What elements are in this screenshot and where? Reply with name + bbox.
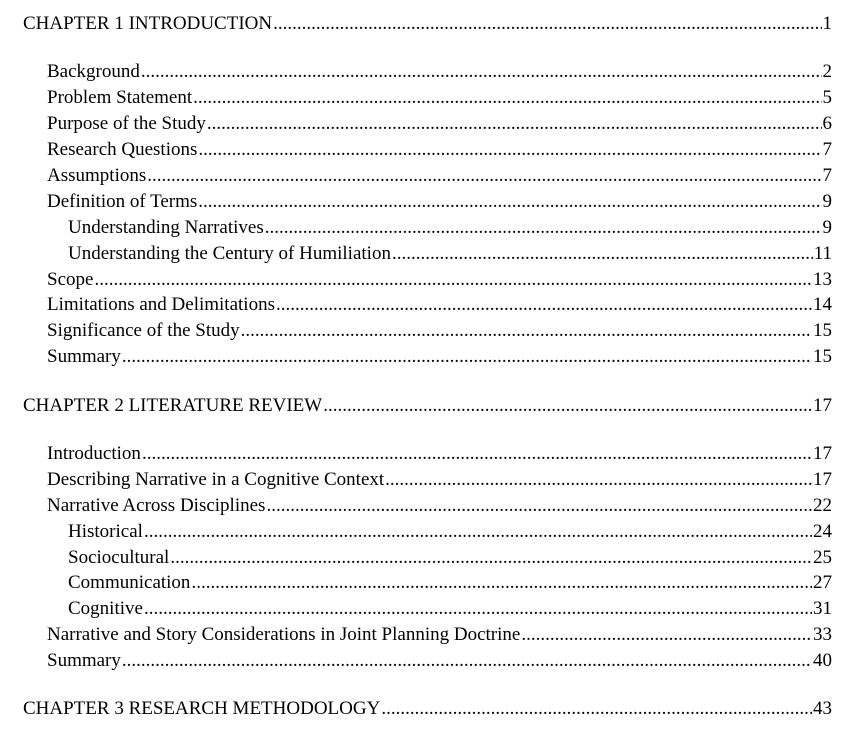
toc-page-number: 27: [813, 572, 832, 593]
toc-entry-title: Background: [47, 61, 140, 82]
dot-leader: [276, 292, 812, 318]
toc-page-number: 24: [813, 521, 832, 542]
toc-item-background[interactable]: [47, 59, 832, 85]
toc-item-introduction[interactable]: [47, 441, 832, 467]
toc-entry-title: Narrative Across Disciplines: [47, 495, 266, 516]
toc-page-number: 13: [813, 269, 832, 290]
toc-item-research-questions[interactable]: [47, 137, 832, 163]
toc-entry-title: CHAPTER 3 RESEARCH METHODOLOGY: [23, 698, 381, 719]
toc-page-number: 7: [822, 165, 832, 186]
toc-subitem-communication[interactable]: [68, 570, 832, 596]
toc-entry-title: Limitations and Delimitations: [47, 294, 275, 315]
toc-subitem-understanding-narratives[interactable]: [68, 215, 832, 241]
toc-item-purpose[interactable]: [47, 111, 832, 137]
dot-leader: [144, 596, 812, 622]
dot-leader: [266, 493, 812, 519]
toc-item-definition-of-terms[interactable]: [47, 189, 832, 215]
toc-page-number: 15: [813, 320, 832, 341]
toc-page-number: 17: [813, 443, 832, 464]
toc-item-scope[interactable]: [47, 267, 832, 293]
toc-item-assumptions[interactable]: [47, 163, 832, 189]
dot-leader: [94, 267, 812, 293]
toc-item-significance[interactable]: [47, 318, 832, 344]
toc-subitem-sociocultural[interactable]: [68, 545, 832, 571]
toc-entry-title: Research Questions: [47, 139, 198, 160]
toc-chapter-1[interactable]: [23, 11, 832, 37]
toc-entry-title: Describing Narrative in a Cognitive Context: [47, 469, 385, 490]
dot-leader: [198, 137, 821, 163]
dot-leader: [323, 393, 812, 419]
toc-entry-title: Summary: [47, 650, 121, 671]
toc-item-limitations[interactable]: [47, 292, 832, 318]
dot-leader: [273, 11, 821, 37]
toc-page-number: 15: [813, 346, 832, 367]
toc-entry-title: CHAPTER 1 INTRODUCTION: [23, 13, 273, 34]
dot-leader: [141, 59, 822, 85]
dot-leader: [122, 648, 812, 674]
toc-entry-title: Historical: [68, 521, 143, 542]
toc-entry-title: Understanding the Century of Humiliation: [68, 243, 391, 264]
toc-page-number: 33: [813, 624, 832, 645]
dot-leader: [147, 163, 821, 189]
toc-entry-title: Cognitive: [68, 598, 143, 619]
toc-page-number: 9: [822, 217, 832, 238]
dot-leader: [122, 344, 812, 370]
toc-entry-title: CHAPTER 2 LITERATURE REVIEW: [23, 395, 323, 416]
toc-entry-title: Problem Statement: [47, 87, 193, 108]
dot-leader: [381, 696, 812, 722]
dot-leader: [385, 467, 812, 493]
toc-chapter-3[interactable]: [23, 696, 832, 722]
dot-leader: [193, 85, 821, 111]
toc-page-number: 17: [813, 469, 832, 490]
toc-page-number: 6: [822, 113, 832, 134]
dot-leader: [241, 318, 812, 344]
toc-item-summary-ch1[interactable]: [47, 344, 832, 370]
dot-leader: [198, 189, 821, 215]
toc-page-number: 17: [813, 395, 832, 416]
toc-entry-title: Introduction: [47, 443, 141, 464]
toc-entry-title: Understanding Narratives: [68, 217, 264, 238]
dot-leader: [191, 570, 812, 596]
toc-page-number: 1: [822, 13, 832, 34]
dot-leader: [144, 519, 812, 545]
toc-entry-title: Assumptions: [47, 165, 147, 186]
toc-subitem-historical[interactable]: [68, 519, 832, 545]
toc-item-describing-narrative[interactable]: [47, 467, 832, 493]
toc-entry-title: Significance of the Study: [47, 320, 240, 341]
toc-entry-title: Sociocultural: [68, 547, 170, 568]
toc-entry-title: Communication: [68, 572, 191, 593]
toc-entry-title: Purpose of the Study: [47, 113, 206, 134]
toc-page-number: 5: [822, 87, 832, 108]
toc-page-number: 43: [813, 698, 832, 719]
dot-leader: [265, 215, 822, 241]
toc-subitem-century-of-humiliation[interactable]: [68, 241, 832, 267]
toc-page-number: 14: [813, 294, 832, 315]
toc-entry-title: Scope: [47, 269, 94, 290]
toc-page-number: 40: [813, 650, 832, 671]
toc-item-narrative-across-disciplines[interactable]: [47, 493, 832, 519]
dot-leader: [521, 622, 812, 648]
toc-chapter-2[interactable]: [23, 393, 832, 419]
dot-leader: [207, 111, 822, 137]
toc-entry-title: Summary: [47, 346, 121, 367]
toc-entry-title: Narrative and Story Considerations in Joint Planning Doctrine: [47, 624, 521, 645]
toc-page-number: 7: [822, 139, 832, 160]
toc-page-number: 11: [813, 243, 832, 264]
toc-page-number: 2: [822, 61, 832, 82]
toc-page-number: 25: [813, 547, 832, 568]
dot-leader: [170, 545, 812, 571]
toc-item-joint-planning-doctrine[interactable]: [47, 622, 832, 648]
toc-subitem-cognitive[interactable]: [68, 596, 832, 622]
dot-leader: [392, 241, 813, 267]
dot-leader: [142, 441, 812, 467]
toc-item-problem-statement[interactable]: [47, 85, 832, 111]
toc-entry-title: Definition of Terms: [47, 191, 198, 212]
toc-item-summary-ch2[interactable]: [47, 648, 832, 674]
toc-page-number: 9: [822, 191, 832, 212]
toc-page-number: 22: [813, 495, 832, 516]
toc-page-number: 31: [813, 598, 832, 619]
